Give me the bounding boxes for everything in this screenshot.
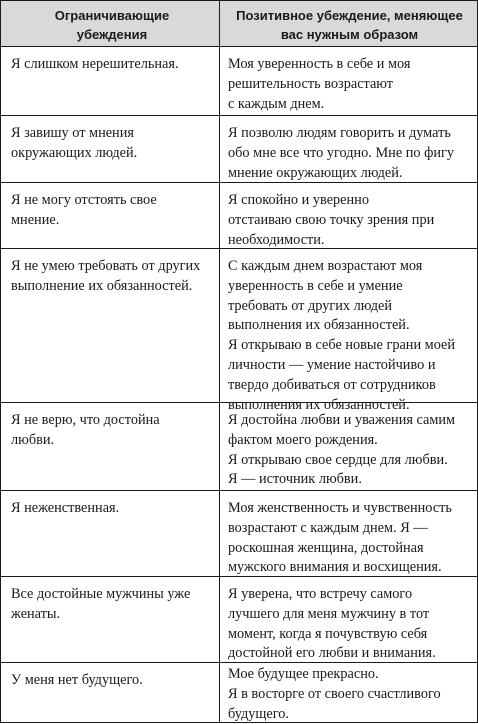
header-line: вас нужным образом [280, 27, 419, 42]
cell-line: выполнение их обязанностей. [11, 277, 193, 294]
cell-line: Я достойна любви и уважения самим [228, 412, 456, 428]
header-line: Ограничивающие [54, 8, 170, 23]
positive-belief-cell [220, 116, 477, 182]
limiting-belief-cell [1, 403, 219, 490]
cell-line: Мое будущее прекрасно. [228, 666, 379, 682]
limiting-belief-cell [1, 47, 219, 115]
cell-line: обо мне все что угодно. Мне по фигу [228, 144, 455, 161]
table-row [1, 403, 477, 491]
table-row [1, 249, 477, 413]
cell-line: мужского внимания и восхищения. [228, 559, 442, 576]
cell-line: твердо добиваться от сотрудников [228, 376, 436, 393]
cell-line: Я неженственная. [11, 500, 120, 516]
header-cell-positive-beliefs [220, 1, 477, 46]
cell-line: Я спокойно и уверенно [228, 192, 369, 208]
cell-line: Я не могу отстоять свое [11, 192, 157, 208]
positive-belief-cell [220, 663, 477, 722]
cell-line: мнение. [11, 211, 60, 228]
limiting-belief-cell [1, 577, 219, 662]
cell-line: Я слишком нерешительная. [11, 56, 179, 72]
table-row [1, 183, 477, 249]
limiting-belief-cell [1, 491, 219, 576]
cell-line: любви. [11, 431, 55, 448]
limiting-belief-cell [1, 183, 219, 248]
cell-line: выполнения их обязанностей. [228, 396, 410, 413]
table-row [1, 47, 477, 116]
cell-line: С каждым днем возрастают моя [228, 258, 423, 274]
table-row [1, 577, 477, 663]
cell-line: фактом моего рождения. [228, 431, 378, 448]
header-line: убеждения [76, 27, 148, 42]
cell-line: Я завишу от мнения [11, 125, 134, 141]
header-line: Позитивное убеждение, меняющее [236, 8, 463, 23]
positive-belief-cell [220, 249, 477, 413]
cell-line: Все достойные мужчины уже [11, 586, 191, 602]
cell-line: отстаиваю свою точку зрения при [228, 211, 435, 228]
cell-line: окружающих людей. [11, 144, 138, 161]
cell-line: лучшего для меня мужчину в тот [228, 605, 430, 622]
limiting-belief-cell [1, 663, 219, 722]
table-row [1, 663, 477, 722]
limiting-belief-cell [1, 249, 219, 402]
positive-belief-cell [220, 577, 477, 662]
cell-line: выполнения их обязанностей. [228, 317, 410, 334]
cell-line: будущего. [228, 705, 289, 722]
cell-line: Я не умею требовать от других [11, 258, 201, 274]
table-row [1, 116, 477, 183]
cell-line: возрастают с каждым днем. Я — [228, 519, 428, 536]
table-row [1, 491, 477, 577]
positive-belief-cell [220, 403, 477, 490]
cell-line: Я позволю людям говорить и думать [228, 125, 451, 141]
cell-line: мнение окружающих людей. [228, 164, 403, 181]
cell-line: требовать от других людей [228, 297, 392, 314]
table-header-row [1, 1, 477, 47]
cell-line: Я — источник любви. [228, 471, 362, 488]
cell-line: Моя уверенность в себе и моя [228, 56, 411, 72]
cell-line: Моя женственность и чувственность [228, 500, 452, 516]
cell-line: Я уверена, что встречу самого [228, 586, 413, 602]
cell-line: уверенность в себе и умение [228, 277, 403, 294]
cell-line: решительность возрастают [228, 75, 394, 92]
cell-line: с каждым днем. [228, 95, 325, 112]
positive-belief-cell [220, 47, 477, 115]
cell-line: момент, когда я почувствую себя [228, 625, 428, 642]
cell-line: роскошная женщина, достойная [228, 539, 424, 556]
cell-line: У меня нет будущего. [11, 672, 143, 688]
cell-line: Я открываю в себе новые грани моей [228, 337, 456, 354]
cell-line: достойной его любви и внимания. [228, 645, 436, 662]
positive-belief-cell [220, 491, 477, 576]
header-cell-limiting-beliefs [1, 1, 219, 46]
cell-line: Я открываю свое сердце для любви. [228, 451, 448, 468]
limiting-belief-cell [1, 116, 219, 182]
cell-line: женаты. [11, 605, 61, 622]
cell-line: необходимости. [228, 231, 325, 248]
cell-line: Я не верю, что достойна [11, 412, 160, 428]
cell-line: Я в восторге от своего счастливого [228, 685, 441, 702]
positive-belief-cell [220, 183, 477, 248]
cell-line: личности — умение настойчиво и [228, 356, 436, 373]
